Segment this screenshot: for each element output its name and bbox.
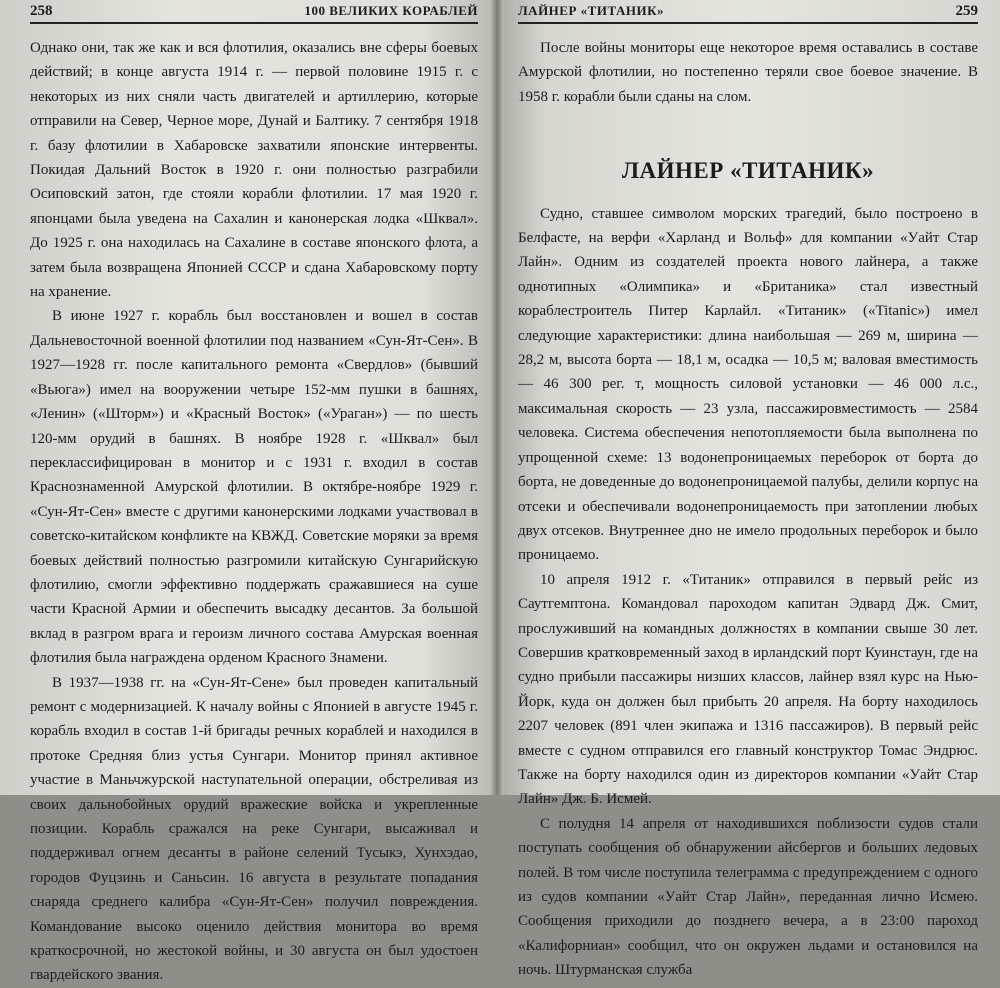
right-page-body: [518, 36, 978, 983]
body-paragraph: Однако они, так же как и вся флотилия, оказались вне сферы боевых действий; в конце августа 1914 г. — первой половине 1915 г. с некоторых из них сняли часть двигателей и артиллерию, которые отправили на Север, Черное море, Дунай и Балтику. 7 сентября 1918 г. базу флотилии в Хабаровске захватили японские интервенты. Покидая Дальний Восток в 1920 г. они полностью разграбили Осиповский затон, где стояли корабли флотилии. 17 мая 1920 г. японцами была уведена на Сахалин и канонерская лодка «Шквал». До 1925 г. она находилась на Сахалине в составе японского флота, а затем была возвращена Японией СССР и сдана Хабаровскому порту на хранение.: [30, 40, 478, 301]
body-paragraph: С полудня 14 апреля от находившихся поблизости судов стали поступать сообщения об обнаружении айсбергов и больших ледовых полей. В том числе поступила телеграмма с предупреждением с одного из судов компании «Уайт Стар Лайн», переданная лично Исмею. Сообщения приходили до позднего вечера, а в 23:00 пароход «Калифорниан» сообщил, что он окружен льдами и остановился на ночь. Штурманская служба: [518, 815, 978, 979]
left-page-body: [30, 36, 478, 988]
section-heading: ЛАЙНЕР «ТИТАНИК»: [621, 158, 875, 184]
body-paragraph: После войны мониторы еще некоторое время оставались в составе Амурской флотилии, но постепенно теряли свое боевое значение. В 1958 г. корабли были сданы на слом.: [518, 40, 978, 105]
body-paragraph: В июне 1927 г. корабль был восстановлен и вошел в состав Дальневосточной военной флотилии под названием «Сун-Ят-Сен». В 1927—1928 гг. после капитального ремонта «Свердлов» (бывший «Вьюга») имел на вооружении четыре 152-мм пушки в башнях, «Ленин» («Шторм») и «Красный Восток» («Ураган») — по шесть 120-мм орудий в башнях. В ноябре 1928 г. «Шквал» был переклассифицирован в монитор и с 1931 г. входил в состав Краснознаменной Амурской флотилии. В октябре-ноябре 1929 г. «Сун-Ят-Сен» вместе с другими канонерскими лодками участвовал в советско-китайском конфликте на КВЖД. Советские моряки за время боевых действий полностью разгромили китайскую Сунгарийскую флотилию, смогли эффективно поддержать сражавшиеся на суше части Красной Армии и обеспечить высадку десантов. За большой вклад в разгром врага и героизм личного состава Амурская военная флотилия была награждена орденом Красного Знамени.: [30, 308, 478, 667]
running-title: ЛАЙНЕР «ТИТАНИК»: [518, 3, 665, 18]
body-paragraph: Судно, ставшее символом морских трагедий, было построено в Белфасте, на верфи «Харланд и Вольф» для компании «Уайт Стар Лайн». Одним из создателей проекта нового лайнера, а также однотипных «Олимпика» и «Британика» стал известный кораблестроитель Питер Карлайл. «Титаник» («Titanic») имел следующие характеристики: длина наибольшая — 269 м, ширина — 28,2 м, высота борта — 18,1 м, осадка — 10,5 м; валовая вместимость — 46 300 рег. т, мощность силовой установки — 46 000 л.с., максимальная скорость — 23 узла, пассажировместимость — 2584 человека. Система обеспечения непотопляемости была выполнена по упрощенной схеме: 13 водонепроницаемых переборок от борта до борта, не доведенные до водонепроницаемой палубы, делили корпус на отсеки и обеспечивали водонепроницаемость при затоплении любых двух отсеков. Внутреннее дно не имело продольных переборок и было проницаемо.: [518, 205, 978, 564]
running-title: 100 ВЕЛИКИХ КОРАБЛЕЙ: [304, 3, 478, 18]
left-page: [0, 0, 496, 984]
body-paragraph: В 1937—1938 гг. на «Сун-Ят-Сене» был проведен капитальный ремонт с модернизацией. К началу войны с Японией в августе 1945 г. корабль входил в состав 1-й бригады речных кораблей и находился в протоке Средняя близ устья Сунгари. Монитор принял активное участие в Маньчжурской наступательной операции, обстреливая из своих дальнобойных орудий вражеские войска и укрепленные позиции. Корабль сражался на реке Сунгари, высаживал и поддерживал огнем десанты в районе селений Тусыкэ, Хунхэдао, городов Фуцзинь и Саньсин. 16 августа в результате попадания снаряда среднего калибра «Сун-Ят-Сен» получил повреждения. Командование высоко оценило действия монитора во время краткосрочной, но жестокой войны, и 30 августа он был удостоен гвардейского звания.: [30, 674, 478, 984]
page-number: 259: [955, 2, 978, 19]
left-page-header: [30, 0, 478, 24]
right-page: [496, 0, 1000, 979]
page-number: 258: [30, 2, 53, 19]
body-paragraph: 10 апреля 1912 г. «Титаник» отправился в первый рейс из Саутгемптона. Командовал пароходом капитан Эдвард Дж. Смит, прослуживший на командных должностях в компании свыше 30 лет. Совершив кратковременный заход в ирландский порт Куинстаун, где на судно прибыли пассажиры низших классов, лайнер взял курс на Нью-Йорк, куда он должен был прибыть 20 апреля. На борту находилось 2207 человек (891 член экипажа и 1316 пассажиров). В первый рейс вместе с судном отправился его главный конструктор Томас Эндрюс. Также на борту находился один из директоров компании «Уайт Стар Лайн» Дж. Б. Исмей.: [518, 571, 978, 808]
right-page-header: [518, 0, 978, 24]
book-gutter: [490, 0, 504, 795]
